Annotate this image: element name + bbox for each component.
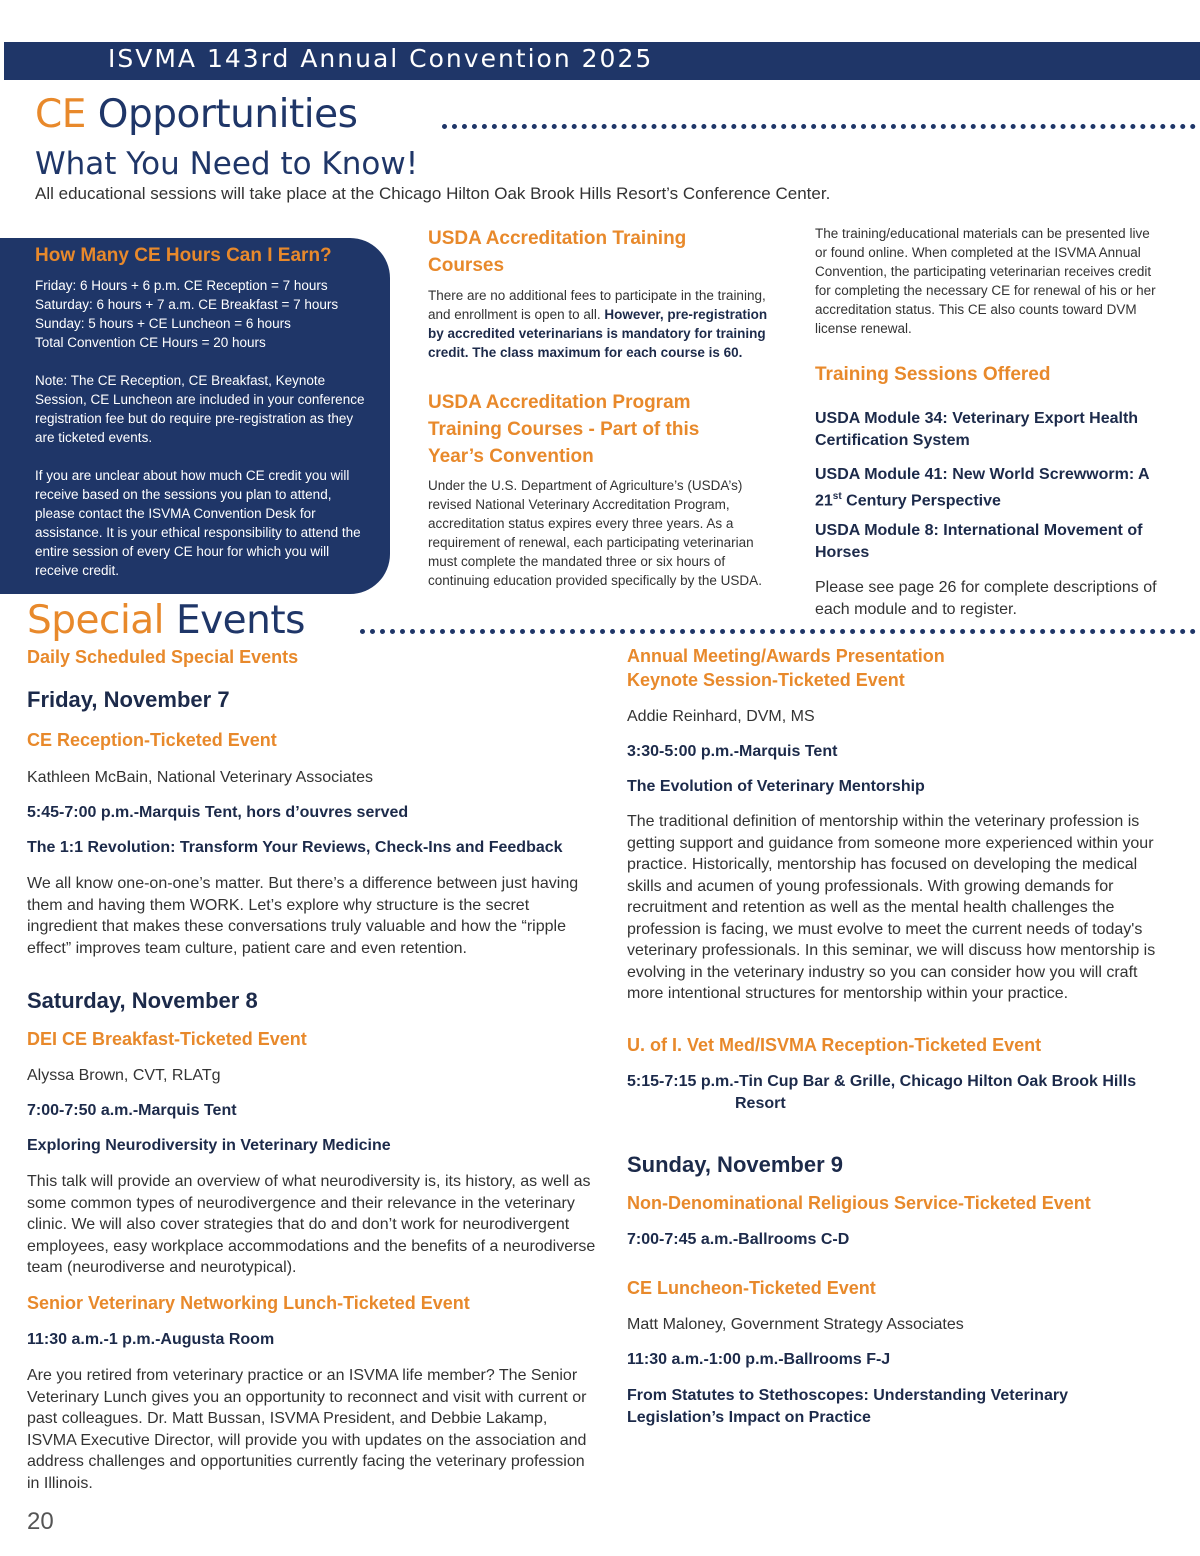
keynote-event-line1: Annual Meeting/Awards Presentation [627, 646, 945, 666]
saturday-heading: Saturday, November 8 [27, 988, 258, 1013]
module-41 [815, 464, 1160, 512]
ce-luncheon-talk: From Statutes to Stethoscopes: Understanding Veterinary Legislation’s Impact on Practice [627, 1387, 1068, 1426]
events-title-word: Events [175, 598, 305, 643]
keynote-talk: The Evolution of Veterinary Mentorship [627, 778, 925, 795]
module-41-text: USDA Module 41: New World Screwworm: A 21 [815, 466, 1149, 510]
ce-hours-title: How Many CE Hours Can I Earn? [35, 245, 332, 266]
module-41-text-end: Century Perspective [841, 492, 1001, 510]
title-dotted-rule [442, 124, 1196, 129]
saturday-desc: This talk will provide an overview of what neurodiversity is, its history, as well as some common types of neurodivergence and their relevance in the veterinary clinic. We will also cover strategies that do and don’t work for neurodivergent employees, easy workplace accommodations and the benefits of a neurodiverse team (neurodiverse and neurotypical). [27, 1173, 596, 1276]
friday-time: 5:45-7:00 p.m.-Marquis Tent, hors d’ouvres served [27, 804, 409, 821]
ce-luncheon-event: CE Luncheon-Ticketed Event [627, 1278, 876, 1298]
friday-event: CE Reception-Ticketed Event [27, 730, 277, 750]
ce-hours-line: Saturday: 6 hours + 7 a.m. CE Breakfast = 7 hours [35, 297, 339, 312]
usda-program-title: USDA Accreditation Program Training Courses - Part of this Year’s Convention [428, 392, 700, 467]
ce-opportunities-title [35, 92, 357, 137]
usda-training-plain: There are no additional fees to participate in the training, and enrollment is open to all. [428, 288, 766, 322]
special-dotted-rule [360, 629, 1196, 634]
ui-reception-time-cont: Resort [735, 1095, 786, 1112]
friday-desc: We all know one-on-one’s matter. But there’s a difference between just having them and having them WORK. Let’s explore why structure is the secret ingredient that makes these conversations truly valuable and how the “ripple effect” improves team culture, patient care and even retention. [27, 875, 579, 957]
friday-talk: The 1:1 Revolution: Transform Your Reviews, Check-Ins and Feedback [27, 839, 563, 856]
sunday-heading: Sunday, November 9 [627, 1152, 843, 1177]
module-8: USDA Module 8: International Movement of Horses [815, 522, 1143, 561]
keynote-desc: The traditional definition of mentorship within the veterinary profession is getting support and guidance from someone more experienced within your practice. Historically, mentorship has focused on developing the medical skills and acumen of young professionals. With growing demands for recruitment and retention as well as the mental health challenges the profession is facing, we must evolve to meet the current needs of today's veterinary professionals. In this seminar, we will discuss how mentorship is evolving in the veterinary industry so you can consider how you will craft more intentional structures for mentorship within your practice. [627, 813, 1156, 1002]
senior-lunch-time: 11:30 a.m.-1 p.m.-Augusta Room [27, 1331, 275, 1348]
saturday-event: DEI CE Breakfast-Ticketed Event [27, 1029, 307, 1049]
keynote-speaker: Addie Reinhard, DVM, MS [627, 708, 815, 725]
ui-reception-time: 5:15-7:15 p.m.-Tin Cup Bar & Grille, Chicago Hilton Oak Brook Hills [627, 1073, 1137, 1090]
ce-hours-line: Total Convention CE Hours = 20 hours [35, 335, 266, 350]
special-title-word: Special [27, 598, 165, 643]
ce-hours-unclear: If you are unclear about how much CE credit you will receive based on the sessions you plan to attend, please contact the ISVMA Convention Desk for assistance. It is your ethical responsibility to attend the entire session of every CE hour for which you will receive credit. [35, 468, 361, 578]
module-34: USDA Module 34: Veterinary Export Health Certification System [815, 410, 1139, 449]
ce-hours-note: Note: The CE Reception, CE Breakfast, Keynote Session, CE Luncheon are included in your conference registration fee but do require pre-registration as they are ticketed events. [35, 373, 365, 445]
page-number: 20 [27, 1508, 54, 1535]
see-page-text: Please see page 26 for complete descriptions of each module and to register. [815, 579, 1157, 618]
friday-heading: Friday, November 7 [27, 687, 230, 712]
opportunities-title-word: Opportunities [97, 92, 358, 137]
daily-events-heading: Daily Scheduled Special Events [27, 647, 299, 667]
religious-service-event: Non-Denominational Religious Service-Ticketed Event [627, 1193, 1091, 1213]
intro-text: All educational sessions will take place at the Chicago Hilton Oak Brook Hills Resort’s Conference Center. [35, 184, 831, 203]
keynote-event-line2: Keynote Session-Ticketed Event [627, 670, 905, 690]
usda-program-text: Under the U.S. Department of Agriculture’s (USDA’s) revised National Veterinary Accreditation Program, accreditation status expires every three years. As a requirement of renewal, each participating veterinarian must complete the mandated three or six hours of continuing education provided specifically by the USDA. [428, 478, 762, 588]
saturday-speaker: Alyssa Brown, CVT, RLATg [27, 1067, 221, 1084]
senior-lunch-event: Senior Veterinary Networking Lunch-Ticketed Event [27, 1293, 470, 1313]
materials-text: The training/educational materials can be presented live or found online. When completed at the ISVMA Annual Convention, the participating veterinarian receives credit for completing the necessary CE for renewal of his or her accreditation status. This CE also counts toward DVM license renewal. [815, 226, 1156, 336]
usda-training-text [428, 286, 768, 362]
keynote-time: 3:30-5:00 p.m.-Marquis Tent [627, 743, 838, 760]
ui-reception-event: U. of I. Vet Med/ISVMA Reception-Ticketed Event [627, 1035, 1042, 1055]
ce-luncheon-time: 11:30 a.m.-1:00 p.m.-Ballrooms F-J [627, 1351, 891, 1368]
friday-speaker: Kathleen McBain, National Veterinary Associates [27, 769, 373, 786]
ce-luncheon-speaker: Matt Maloney, Government Strategy Associates [627, 1316, 964, 1333]
saturday-time: 7:00-7:50 a.m.-Marquis Tent [27, 1102, 237, 1119]
subtitle: What You Need to Know! [35, 146, 419, 182]
special-events-title [27, 598, 305, 643]
usda-training-bold: However, pre-registration by accredited veterinarians is mandatory for training credit. The class maximum for each course is 60. [428, 307, 768, 360]
ce-hours-line: Friday: 6 Hours + 6 p.m. CE Reception = 7 hours [35, 278, 328, 293]
ce-hours-list [35, 276, 365, 352]
usda-training-title: USDA Accreditation Training Courses [428, 228, 687, 276]
saturday-talk: Exploring Neurodiversity in Veterinary Medicine [27, 1137, 391, 1154]
banner-title: ISVMA 143rd Annual Convention 2025 [108, 44, 654, 73]
module-41-sup: st [832, 491, 842, 502]
ce-hours-line: Sunday: 5 hours + CE Luncheon = 6 hours [35, 316, 291, 331]
religious-service-time: 7:00-7:45 a.m.-Ballrooms C-D [627, 1231, 850, 1248]
ce-title-word: CE [35, 92, 86, 137]
training-sessions-title: Training Sessions Offered [815, 364, 1051, 385]
senior-lunch-desc: Are you retired from veterinary practice or an ISVMA life member? The Senior Veterinary Lunch gives you an opportunity to reconnect and visit with current or past colleagues. Dr. Matt Bussan, ISVMA President, and Debbie Lakamp, ISVMA Executive Director, will provide you with updates on the association and address challenges and opportunities currently facing the veterinary profession in Illinois. [27, 1367, 587, 1492]
